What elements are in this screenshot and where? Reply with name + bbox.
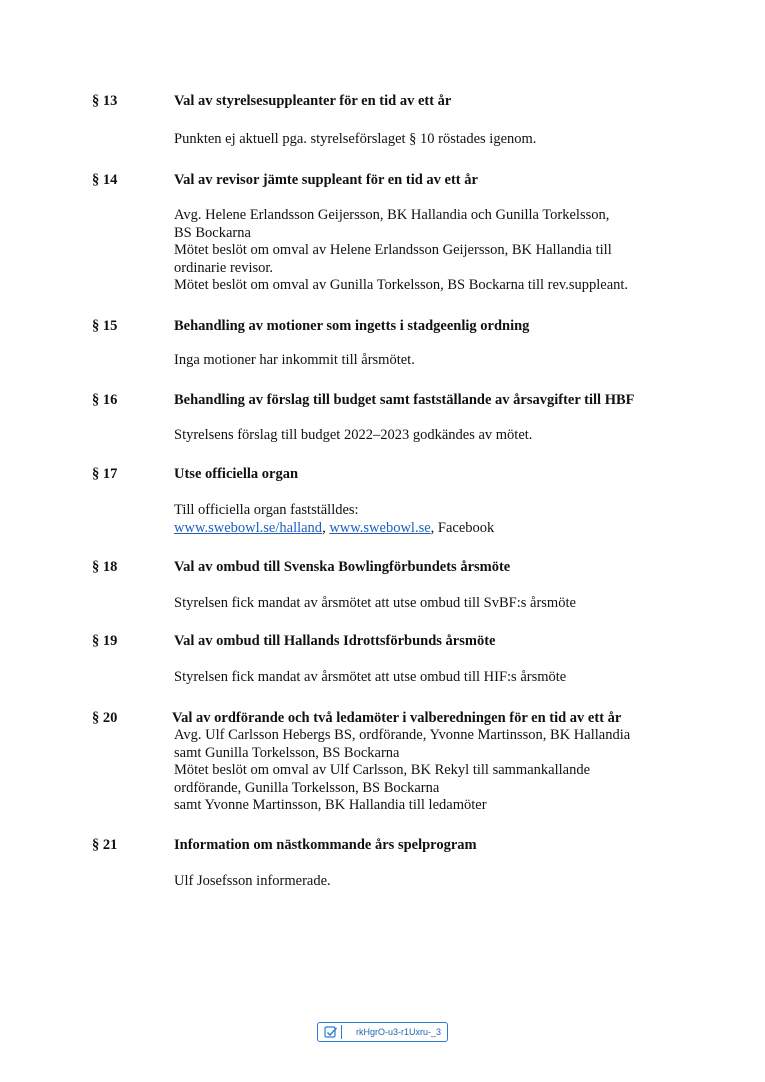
- swebowl-link[interactable]: www.swebowl.se: [329, 519, 431, 536]
- section-20-body: [174, 727, 694, 815]
- section-16-body: [174, 427, 694, 445]
- section-21-body: [174, 873, 694, 891]
- body-line: ordinarie revisor.: [174, 259, 274, 276]
- section-number: § 19: [92, 633, 118, 649]
- body-line: Ulf Josefsson informerade.: [174, 873, 331, 889]
- body-line: Styrelsen fick mandat av årsmötet att utse ombud till SvBF:s årsmöte: [174, 595, 576, 611]
- swebowl-halland-link[interactable]: www.swebowl.se/halland: [174, 519, 323, 536]
- section-title: Val av revisor jämte suppleant för en tid av ett år: [174, 172, 478, 188]
- section-title: Val av ombud till Hallands Idrottsförbunds årsmöte: [174, 633, 496, 649]
- section-title: Val av styrelsesuppleanter för en tid av ett år: [174, 93, 452, 109]
- body-line: Styrelsen fick mandat av årsmötet att utse ombud till HIF:s årsmöte: [174, 669, 567, 685]
- section-number: § 15: [92, 318, 118, 334]
- body-line: Till officiella organ fastställdes:: [174, 502, 359, 518]
- body-line: Avg. Ulf Carlsson Hebergs BS, ordförande, Yvonne Martinsson, BK Hallandia: [174, 727, 631, 743]
- section-title: Val av ombud till Svenska Bowlingförbundets årsmöte: [174, 559, 511, 575]
- section-15-body: [174, 352, 694, 370]
- body-line: Mötet beslöt om omval av Ulf Carlsson, BK Rekyl till sammankallande: [174, 762, 591, 778]
- body-line: ordförande, Gunilla Torkelsson, BS Bockarna: [174, 779, 440, 796]
- section-title: Behandling av förslag till budget samt fastställande av årsavgifter till HBF: [174, 392, 635, 408]
- body-line: Avg. Helene Erlandsson Geijersson, BK Hallandia och Gunilla Torkelsson,: [174, 207, 610, 223]
- body-line: BS Bockarna: [174, 224, 251, 241]
- section-14-body: [174, 207, 694, 295]
- section-19-body: [174, 669, 694, 687]
- section-number: § 21: [92, 837, 118, 853]
- body-line: Mötet beslöt om omval av Helene Erlandsson Geijersson, BK Hallandia till: [174, 242, 612, 258]
- section-title: Utse officiella organ: [174, 466, 299, 482]
- section-17-body: [174, 502, 694, 537]
- body-line: samt Gunilla Torkelsson, BS Bockarna: [174, 744, 400, 761]
- links-tail: , Facebook: [430, 519, 495, 536]
- section-number: § 17: [92, 466, 118, 482]
- section-title: Val av ordförande och två ledamöter i valberedningen för en tid av ett år: [172, 710, 622, 726]
- section-18-body: [174, 595, 694, 613]
- signature-check-icon: [321, 1025, 342, 1039]
- section-13-body: [174, 131, 694, 149]
- body-line: Styrelsens förslag till budget 2022–2023 godkändes av mötet.: [174, 427, 533, 443]
- section-number: § 20: [92, 710, 118, 726]
- section-number: § 13: [92, 93, 118, 109]
- body-line: Punkten ej aktuell pga. styrelseförslaget § 10 röstades igenom.: [174, 131, 537, 147]
- section-title: Behandling av motioner som ingetts i stadgeenlig ordning: [174, 318, 530, 334]
- verification-stamp: [317, 1022, 448, 1042]
- section-title: Information om nästkommande års spelprogram: [174, 837, 477, 853]
- body-line: samt Yvonne Martinsson, BK Hallandia till ledamöter: [174, 797, 487, 813]
- link-separator: ,: [322, 519, 330, 536]
- body-line: Mötet beslöt om omval av Gunilla Torkelsson, BS Bockarna till rev.suppleant.: [174, 277, 629, 293]
- stamp-code: rkHgrO-u3-r1Uxru-_3: [356, 1027, 442, 1037]
- section-number: § 14: [92, 172, 118, 188]
- section-number: § 18: [92, 559, 118, 575]
- section-number: § 16: [92, 392, 118, 408]
- body-line: Inga motioner har inkommit till årsmötet.: [174, 352, 415, 368]
- links-line: [174, 520, 694, 538]
